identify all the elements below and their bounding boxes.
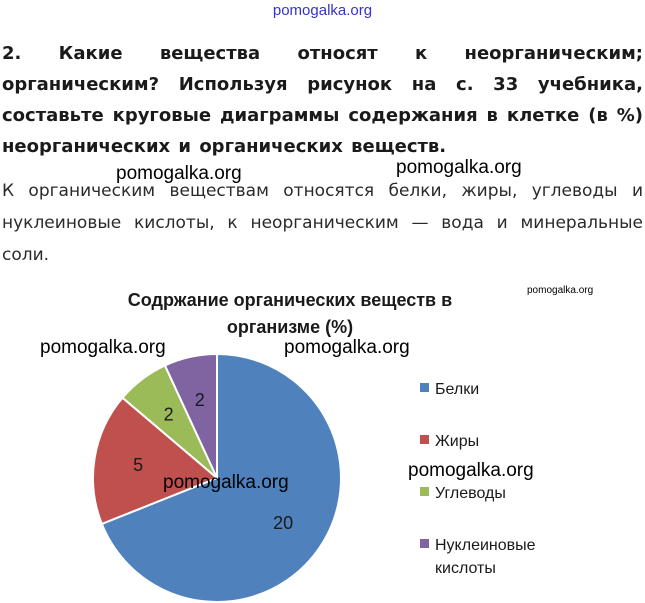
data-label-углеводы: 2 — [163, 404, 174, 425]
watermark: pomogalka.org — [163, 472, 289, 493]
legend-swatch — [420, 435, 429, 444]
watermark: pomogalka.org — [40, 337, 166, 358]
data-label-жиры: 5 — [133, 455, 144, 476]
legend-label: Нуклеиновые кислоты — [435, 537, 536, 577]
watermark: pomogalka.org — [527, 285, 594, 296]
watermark: pomogalka.org — [408, 460, 534, 481]
legend-label: Белки — [435, 381, 480, 398]
data-label-белки: 20 — [273, 512, 294, 533]
watermark: pomogalka.org — [116, 163, 242, 184]
answer-text: К органическим веществам относятся белки, жиры, углеводы и нуклеиновые кислоты, к неорганическим — вода и минеральные соли. — [2, 181, 643, 265]
watermark-top: pomogalka.org — [272, 2, 373, 19]
chart-title: Содржание органических веществ в организме (%) — [127, 290, 453, 337]
legend-swatch — [420, 383, 429, 392]
question-text: 2. Какие вещества относят к неорганическим; органическим? Используя рисунок на с. 33 учебника, составьте круговые диаграммы содержания в клетке (в %) неорганических и органических веществ. — [2, 43, 643, 157]
legend-label: Углеводы — [435, 485, 506, 502]
legend-swatch — [420, 539, 429, 548]
data-label-нуклеиновые-кислоты: 2 — [194, 389, 205, 410]
legend-swatch — [420, 487, 429, 496]
legend-label: Жиры — [435, 433, 480, 450]
watermark: pomogalka.org — [396, 157, 522, 178]
watermark: pomogalka.org — [284, 337, 410, 358]
